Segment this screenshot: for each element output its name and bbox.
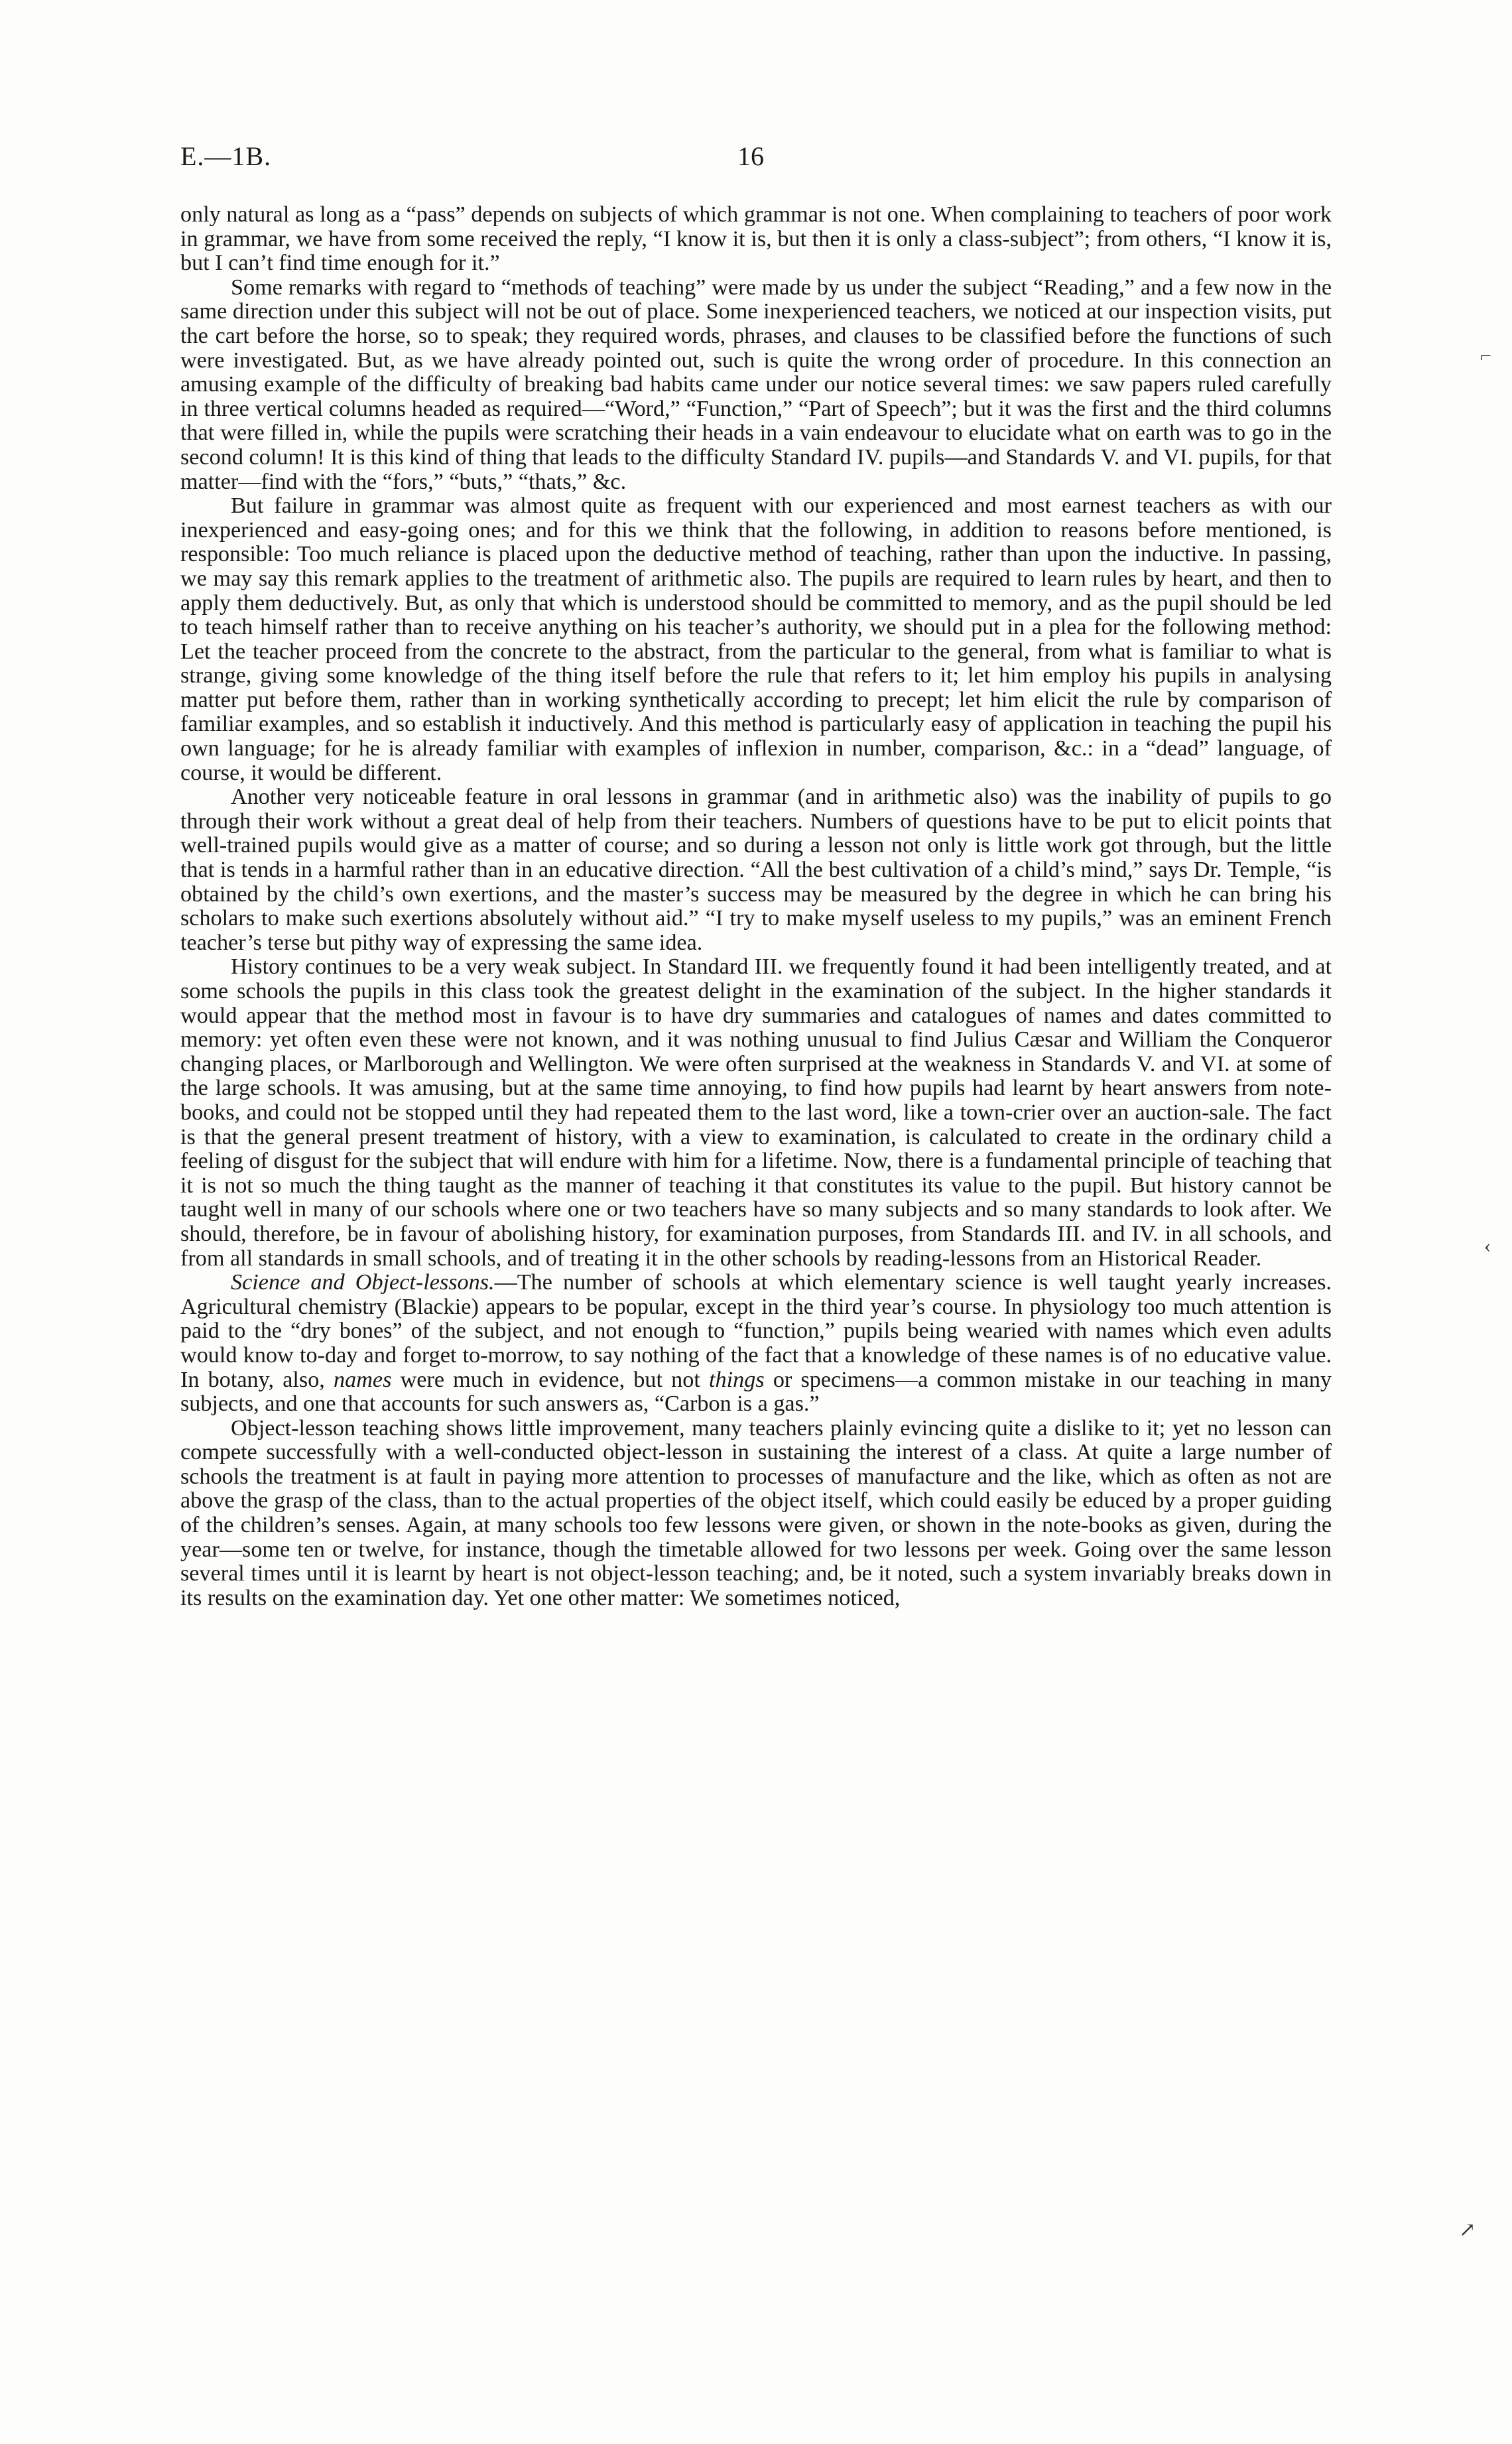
body-text: [180, 203, 1332, 1610]
science-text-part1: —The number of schools at which elementary science is well taught yearly increases. Agricultural chemistry (Blackie) appears to be popular, except in the third year’s course. In physiology too much attention is paid to the “dry bones” of the subject, and not enough to “function,” pupils being wearied with names which even adults would know to-day and forget to-morrow, to say nothing of the fact that a knowledge of these names is of no educative value. In botany, also,: [180, 1270, 1332, 1392]
emphasis-things: things: [709, 1367, 765, 1392]
emphasis-names: names: [334, 1367, 392, 1392]
paragraph-grammar-pass: only natural as long as a “pass” depends on subjects of which grammar is not one. When complaining to teachers of poor work in grammar, we have from some received the reply, “I know it is, but then it is only a class-subject”; from others, “I know it is, but I can’t find time enough for it.”: [180, 202, 1332, 276]
section-heading-science: Science and Object-lessons.: [231, 1270, 495, 1295]
margin-mark-1: ⌐: [1480, 345, 1491, 367]
science-text-part2: were much in evidence, but not: [400, 1367, 700, 1392]
paragraph-oral-lessons: Another very noticeable feature in oral lessons in grammar (and in arithmetic also) was the inability of pupils to go through their work without a great deal of help from their teachers. Numbers of questions have to be put to elicit points that well-trained pupils would give as a matter of course; and so during a lesson not only is little work got through, but the little that is tends in a harmful rather than in an educative direction. “All the best cultivation of a child’s mind,” says Dr. Temple, “is obtained by the child’s own exertions, and the master’s success may be measured by the degree in which he can bring his scholars to make such exertions absolutely without aid.” “I try to make myself useless to my pupils,” was an eminent French teacher’s terse but pithy way of expressing the same idea.: [180, 785, 1332, 955]
paragraph-science-object-lessons: [180, 1271, 1332, 1417]
science-text-part3: or specimens—a common mistake in our teaching in many subjects, and one that accounts for such answers as, “Carbon is a gas.”: [180, 1367, 1332, 1417]
paragraph-deductive-method: But failure in grammar was almost quite as frequent with our experienced and most earnest teachers as with our inexperienced and easy-going ones; and for this we think that the following, in addition to reasons before mentioned, is responsible: Too much reliance is placed upon the deductive method of teaching, rather than upon the inductive. In passing, we may say this remark applies to the treatment of arithmetic also. The pupils are required to learn rules by heart, and then to apply them deductively. But, as only that which is understood should be committed to memory, and as the pupil should be led to teach himself rather than to receive anything on his teacher’s authority, we should put in a plea for the following method: Let the teacher proceed from the concrete to the abstract, from the particular to the general, from what is familiar to what is strange, giving some knowledge of the thing itself before the rule that refers to it; let him employ his pupils in analysing matter put before them, rather than in working synthetically according to precept; let him elicit the rule by comparison of familiar examples, and so establish it inductively. And this method is particularly easy of application in teaching the pupil his own language; for he is already familiar with examples of inflexion in number, comparison, &c.: in a “dead” language, of course, it would be different.: [180, 493, 1332, 785]
paragraph-methods-of-teaching: Some remarks with regard to “methods of teaching” were made by us under the subject “Reading,” and a few now in the same direction under this subject will not be out of place. Some inexperienced teachers, we noticed at our inspection visits, put the cart before the horse, so to speak; they required words, phrases, and clauses to be classified before the functions of such were investigated. But, as we have already pointed out, such is quite the wrong order of procedure. In this connection an amusing example of the difficulty of breaking bad habits came under our notice several times: we saw papers ruled carefully in three vertical columns headed as required—“Word,” “Function,” “Part of Speech”; but it was the first and the third columns that were filled in, while the pupils were scratching their heads in a vain endeavour to elucidate what on earth was to go in the second column! It is this kind of thing that leads to the difficulty Standard IV. pupils—and Standards V. and VI. pupils, for that matter—find with the “fors,” “buts,” “thats,” &c.: [180, 275, 1332, 494]
page-header: [180, 141, 1332, 180]
document-reference: E.—1B.: [180, 141, 272, 171]
margin-mark-3: ↗: [1459, 2219, 1476, 2241]
paragraph-history: History continues to be a very weak subject. In Standard III. we frequently found it had been intelligently treated, and at some schools the pupils in this class took the greatest delight in the examination of the subject. In the higher standards it would appear that the method most in favour is to have dry summaries and catalogues of names and dates committed to memory: yet often even these were not known, and it was nothing unusual to find Julius Cæsar and William the Conqueror changing places, or Marlborough and Wellington. We were often surprised at the weakness in Standards V. and VI. at some of the large schools. It was amusing, but at the same time annoying, to find how pupils had learnt by heart answers from note-books, and could not be stopped until they had repeated them to the last word, like a town-crier over an auction-sale. The fact is that the general present treatment of history, with a view to examination, is calculated to create in the ordinary child a feeling of disgust for the subject that will endure with him for a lifetime. Now, there is a fundamental principle of teaching that it is not so much the thing taught as the manner of teaching it that constitutes its value to the pupil. But history cannot be taught well in many of our schools where one or two teachers have so many subjects and so many standards to look after. We should, therefore, be in favour of abolishing history, for examination purposes, from Standards III. and IV. in all schools, and from all standards in small schools, and of treating it in the other schools by reading-lessons from an Historical Reader.: [180, 954, 1332, 1271]
page-number: 16: [737, 141, 764, 171]
paragraph-object-lesson-teaching: Object-lesson teaching shows little improvement, many teachers plainly evincing quite a dislike to it; yet no lesson can compete successfully with a well-conducted object-lesson in sustaining the interest of a class. At quite a large number of schools the treatment is at fault in paying more attention to processes of manufacture and the like, which as often as not are above the grasp of the class, than to the actual properties of the object itself, which could easily be educed by a proper guiding of the children’s senses. Again, at many schools too few lessons were given, or shown in the note-books as given, during the year—some ten or twelve, for instance, though the timetable allowed for two lessons per week. Going over the same lesson several times until it is learnt by heart is not object-lesson teaching; and, be it noted, such a system invariably breaks down in its results on the examination day. Yet one other matter: We sometimes noticed,: [180, 1415, 1332, 1610]
margin-mark-2: ‹: [1484, 1235, 1491, 1257]
